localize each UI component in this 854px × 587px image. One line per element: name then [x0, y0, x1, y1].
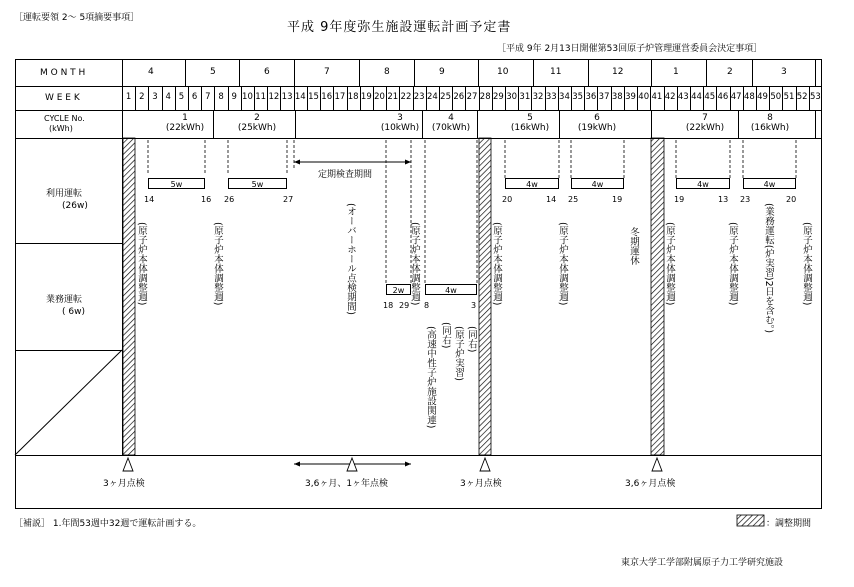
- week-number: 35: [572, 92, 584, 102]
- cycle-kwh: (16kWh): [510, 123, 550, 133]
- week-number: 21: [387, 92, 399, 102]
- inspection-label: 3ヶ月点検: [460, 479, 502, 489]
- cycle-6: [572, 113, 622, 133]
- adjust-note: (原子炉本体調整週): [664, 222, 675, 306]
- week-number: 11: [255, 92, 267, 102]
- week-number: 44: [691, 92, 702, 102]
- run-box: 5w: [148, 178, 205, 189]
- month-row-label: M O N T H: [40, 68, 86, 78]
- week-number: 1: [125, 92, 132, 102]
- run-box: 4w: [743, 178, 796, 189]
- reactor-training-note: (原子炉実習): [453, 326, 464, 381]
- week-number: 29: [492, 92, 504, 102]
- service-run-weeks: ( 6w): [62, 307, 85, 317]
- month-label: 6: [264, 67, 270, 77]
- week-number: 10: [242, 92, 253, 102]
- week-number: 28: [479, 92, 491, 102]
- cycle-no: 4: [448, 113, 454, 123]
- week-row-label: W E E K: [45, 93, 80, 103]
- week-number: 23: [413, 92, 425, 102]
- cycle-no: 1: [182, 113, 188, 123]
- week-number: 33: [545, 92, 557, 102]
- page-subtitle: ［平成 9年 2月13日開催第53回原子炉管理運営委員会決定事項］: [497, 44, 763, 54]
- week-number: 32: [532, 92, 544, 102]
- user-run-weeks: (26w): [62, 201, 88, 211]
- cycle-row-label: CYCLE No.: [44, 114, 85, 123]
- week-number: 46: [717, 92, 729, 102]
- adjust-note: (原子炉本体調整週): [409, 222, 420, 306]
- cycle-kwh: (19kWh): [577, 123, 617, 133]
- week-number: 8: [218, 92, 224, 102]
- date-label: 20: [786, 195, 797, 204]
- date-label: 19: [612, 195, 623, 204]
- adjust-note: (原子炉本体調整週): [212, 222, 223, 306]
- periodic-inspection-label: 定期検査期間: [318, 170, 373, 180]
- week-number: 49: [757, 92, 768, 102]
- cycle-1: [160, 113, 210, 133]
- week-number: 7: [205, 92, 211, 102]
- legend-label: ：調整期間: [766, 519, 812, 529]
- week-number: 39: [625, 92, 636, 102]
- week-number: 5: [178, 92, 185, 102]
- week-number: 36: [585, 92, 597, 102]
- footnote: ［補説］ 1.年間53週中32週で運転計画する。: [14, 519, 202, 529]
- week-number: 50: [770, 92, 782, 102]
- user-run-label: 利用運転: [46, 189, 83, 199]
- month-label: 11: [550, 67, 562, 77]
- run-box: 5w: [228, 178, 287, 189]
- week-number: 38: [611, 92, 623, 102]
- month-label: 1: [673, 67, 679, 77]
- week-number: 51: [783, 92, 795, 102]
- week-number: 34: [559, 92, 570, 102]
- date-label: 14: [144, 195, 155, 204]
- inspection-label: 3ヶ月点検: [103, 479, 145, 489]
- date-label: 27: [283, 195, 294, 204]
- date-label: 13: [718, 195, 729, 204]
- winter-break-note: 冬期運休: [628, 227, 639, 265]
- adjust-note: (原子炉本体調整週): [491, 222, 502, 306]
- date-label: 26: [224, 195, 235, 204]
- week-number: 19: [360, 92, 372, 102]
- cycle-no: 2: [254, 113, 260, 123]
- cycle-kwh: (16kWh): [750, 123, 790, 133]
- run-box: 2w: [386, 284, 411, 295]
- cycle-kwh: (10kWh): [380, 123, 420, 133]
- cycle-kwh: (25kWh): [237, 123, 277, 133]
- same-as-right-note: (同右): [440, 322, 451, 349]
- week-number: 37: [598, 92, 610, 102]
- cycle-no: 6: [594, 113, 600, 123]
- week-number: 15: [308, 92, 319, 102]
- week-number: 24: [426, 92, 438, 102]
- month-label: 10: [497, 67, 509, 77]
- cycle-kwh: (22kWh): [685, 123, 725, 133]
- cycle-no: 3: [397, 113, 403, 123]
- fast-neutron-note: (高速中性子炉施設関連): [425, 326, 436, 429]
- overhaul-note: (オーバーホール点検期間): [345, 203, 356, 315]
- week-number: 16: [321, 92, 333, 102]
- cycle-kwh: (70kWh): [431, 123, 471, 133]
- run-box: 4w: [571, 178, 624, 189]
- month-label: 3: [781, 67, 787, 77]
- week-number: 22: [400, 92, 412, 102]
- week-number: 40: [638, 92, 650, 102]
- inspection-label: 3,6ヶ月点検: [625, 479, 676, 489]
- cycle-8: [745, 113, 795, 133]
- adjust-note: (原子炉本体調整週): [136, 222, 147, 306]
- cycle-no: 7: [702, 113, 708, 123]
- adjust-note: (原子炉本体調整週): [727, 222, 738, 306]
- week-number: 41: [651, 92, 663, 102]
- week-number: 3: [152, 92, 158, 102]
- cycle-4: [426, 113, 476, 133]
- adjust-note: (原子炉本体調整週): [801, 222, 812, 306]
- month-label: 2: [727, 67, 733, 77]
- month-label: 4: [148, 67, 154, 77]
- cycle-3: [375, 113, 425, 133]
- week-number: 47: [730, 92, 742, 102]
- week-number: 20: [374, 92, 385, 102]
- week-number: 12: [268, 92, 280, 102]
- date-label: 14: [546, 195, 557, 204]
- cycle-2: [232, 113, 282, 133]
- week-number: 4: [165, 92, 171, 102]
- date-label: 29: [399, 301, 410, 310]
- cycle-unit-label: (kWh): [49, 124, 73, 133]
- week-number: 52: [796, 92, 808, 102]
- date-label: 20: [502, 195, 513, 204]
- run-box: 4w: [676, 178, 730, 189]
- week-number: 25: [440, 92, 451, 102]
- institution-name: 東京大学工学部附属原子力工学研究施設: [621, 558, 784, 568]
- month-label: 7: [324, 67, 330, 77]
- week-number: 30: [506, 92, 518, 102]
- cycle-7: [680, 113, 730, 133]
- date-label: 8: [424, 301, 430, 310]
- week-number: 45: [704, 92, 716, 102]
- cycle-no: 8: [767, 113, 773, 123]
- date-label: 19: [674, 195, 685, 204]
- same-as-right-note: (同右): [466, 326, 477, 353]
- date-label: 23: [740, 195, 751, 204]
- date-label: 25: [568, 195, 579, 204]
- run-box: 4w: [505, 178, 559, 189]
- date-label: 18: [383, 301, 394, 310]
- date-label: 16: [201, 195, 212, 204]
- inspection-label: 3,6ヶ月、1ヶ年点検: [305, 479, 389, 489]
- service-run-note: (業務運転(炉実習)2日を含む。): [763, 203, 774, 334]
- month-label: 8: [384, 67, 390, 77]
- week-number: 53: [809, 92, 821, 102]
- date-label: 3: [471, 301, 477, 310]
- week-number: 17: [334, 92, 346, 102]
- week-number: 43: [677, 92, 689, 102]
- week-number: 31: [519, 92, 531, 102]
- week-number: 2: [139, 92, 145, 102]
- week-number: 6: [191, 92, 198, 102]
- week-number: 13: [281, 92, 293, 102]
- week-number: 9: [231, 92, 237, 102]
- week-number: 42: [664, 92, 676, 102]
- month-label: 12: [612, 67, 624, 77]
- adjust-note: (原子炉本体調整週): [557, 222, 568, 306]
- page-title: 平成 9年度弥生施設運転計画予定書: [287, 20, 512, 35]
- week-number: 14: [294, 92, 306, 102]
- cycle-5: [505, 113, 555, 133]
- week-number: 26: [453, 92, 465, 102]
- week-number: 18: [347, 92, 359, 102]
- week-number: 48: [743, 92, 755, 102]
- month-label: 9: [439, 67, 445, 77]
- service-run-label: 業務運転: [46, 295, 83, 305]
- month-label: 5: [210, 67, 216, 77]
- header-note: ［運転要領 2～ 5項摘要事項］: [14, 13, 140, 23]
- cycle-kwh: (22kWh): [165, 123, 205, 133]
- run-box: 4w: [425, 284, 477, 295]
- cycle-no: 5: [527, 113, 533, 123]
- week-number: 27: [466, 92, 478, 102]
